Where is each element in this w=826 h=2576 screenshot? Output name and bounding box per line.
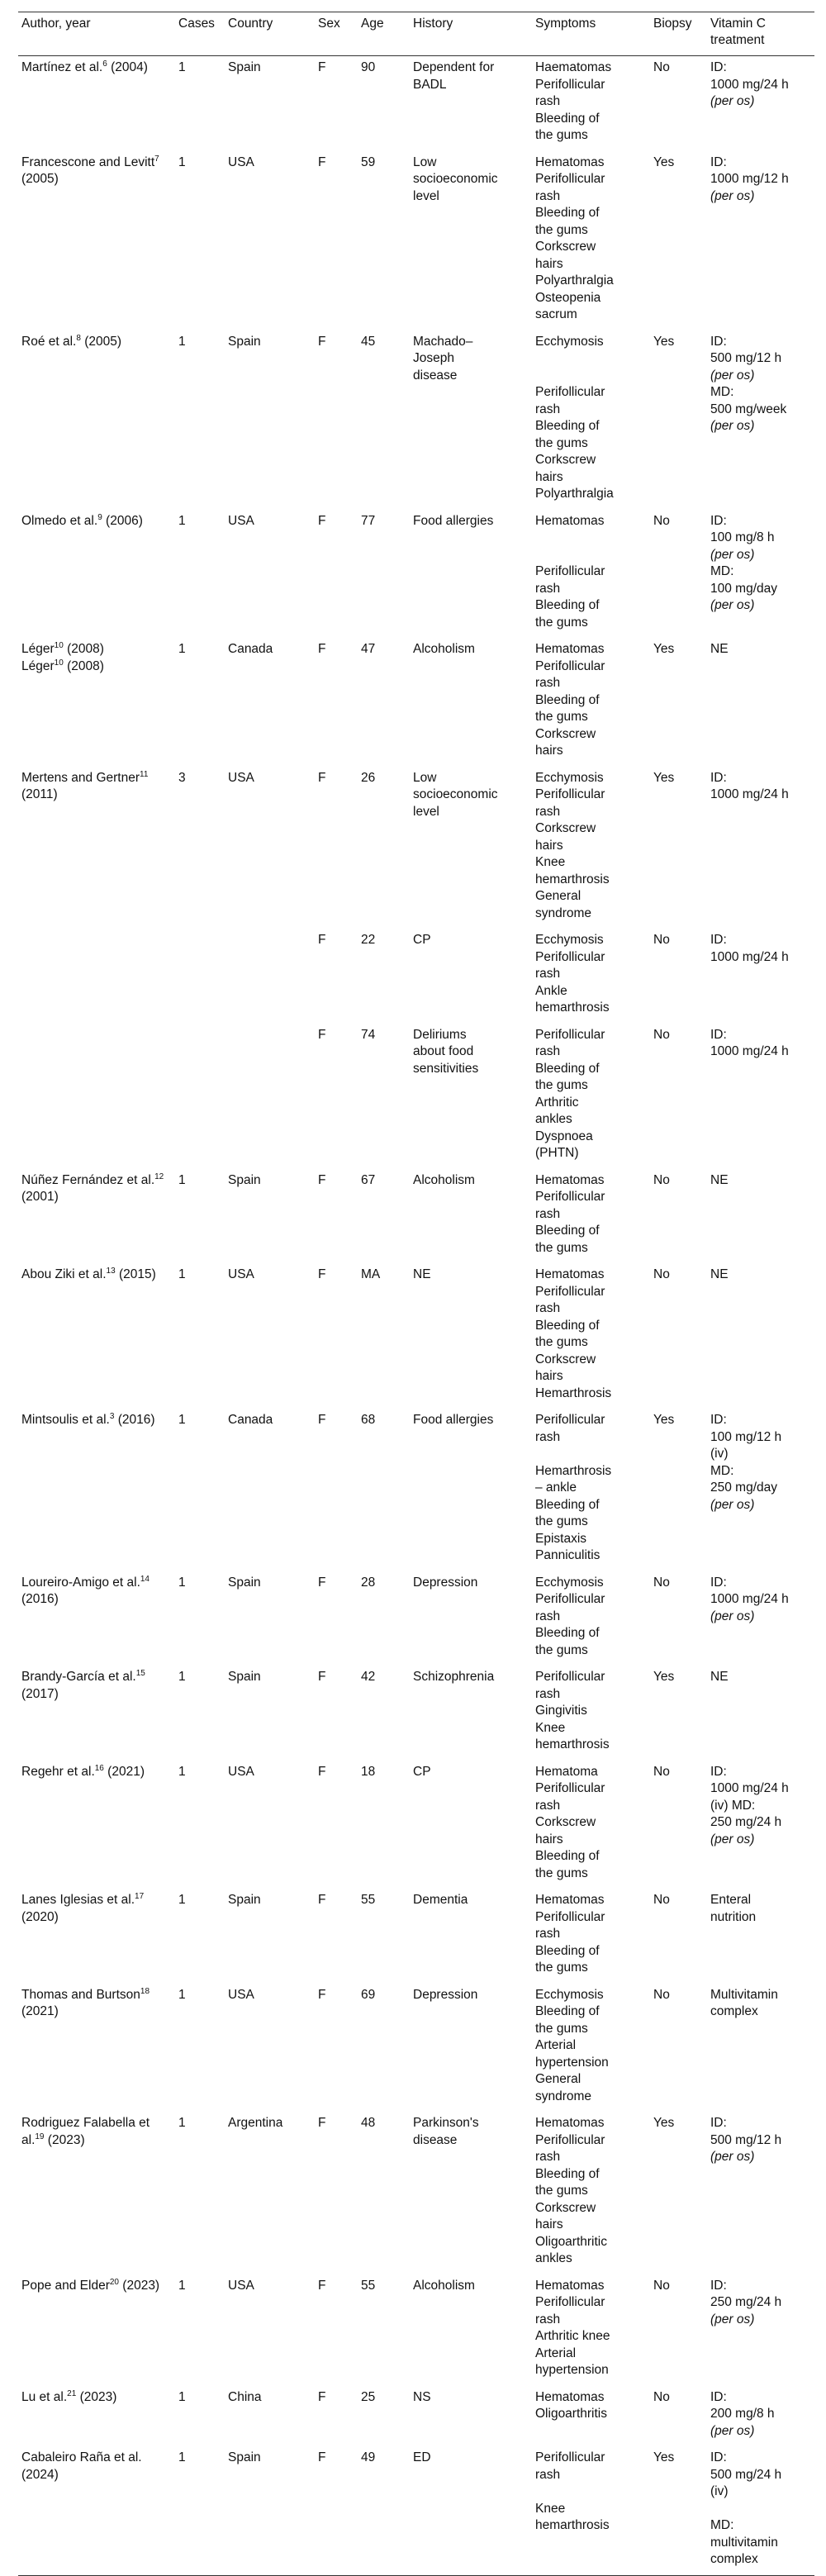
- vitamin-c-cell: ID: 500 mg/24 h (iv) MD: multivitamin complex: [710, 2450, 782, 2566]
- country-cell: USA: [228, 2278, 254, 2293]
- author-cell: Mintsoulis et al.$^3$ (2016): [21, 1411, 155, 1427]
- biopsy-cell: No: [653, 1172, 670, 1187]
- age-cell: 55: [361, 2278, 376, 2293]
- age-cell: 42: [361, 1670, 376, 1684]
- sex-cell: F: [318, 1893, 326, 1907]
- header-biopsy: Biopsy: [653, 17, 692, 31]
- table-row: [18, 1889, 814, 1984]
- cases-cell: 1: [178, 1413, 186, 1427]
- age-cell: 28: [361, 1575, 376, 1590]
- biopsy-cell: No: [653, 2278, 670, 2293]
- country-cell: Argentina: [228, 2116, 283, 2130]
- history-cell: Dementia: [413, 1893, 468, 1907]
- history-cell: Low socioeconomic level: [413, 154, 498, 203]
- table-row: [18, 1024, 814, 1169]
- symptoms-cell: Hematomas Perifollicular rash Bleeding of the gums: [535, 1893, 605, 1975]
- history-cell: Depression: [413, 1575, 478, 1590]
- author-cell: Thomas and Burtson$^{18}$ (2021): [21, 1986, 150, 2018]
- header-author: Author, year: [21, 17, 91, 31]
- biopsy-cell: Yes: [653, 770, 675, 785]
- author-cell: Mertens and Gertner$^{11}$ (2011): [21, 769, 149, 801]
- table-row: [18, 1263, 814, 1409]
- sex-cell: F: [318, 1027, 326, 1042]
- history-cell: Depression: [413, 1987, 478, 2002]
- vitamin-c-cell: NE: [710, 642, 729, 656]
- sex-cell: F: [318, 154, 326, 169]
- age-cell: 74: [361, 1027, 376, 1042]
- country-cell: Spain: [228, 1670, 261, 1684]
- table-row: [18, 929, 814, 1024]
- symptoms-cell: Hematomas Perifollicular rash Bleeding of the gums Corkscrew hairs Oligoarthritic ankles: [535, 2116, 607, 2265]
- author-cell: Roé et al.$^8$ (2005): [21, 333, 122, 349]
- vitamin-c-cell: ID: 200 mg/8 h (per os): [710, 2389, 775, 2438]
- biopsy-cell: No: [653, 513, 670, 528]
- table-row: [18, 1761, 814, 1889]
- cases-cell: 1: [178, 2116, 186, 2130]
- table-row: [18, 1409, 814, 1571]
- cases-cell: 1: [178, 2450, 186, 2464]
- vitamin-c-cell: NE: [710, 1172, 729, 1187]
- biopsy-cell: No: [653, 1987, 670, 2002]
- header-row: [18, 12, 814, 56]
- symptoms-cell: Perifollicular rash Bleeding of the gums Arthritic ankles Dyspnoea (PHTN): [535, 1027, 605, 1160]
- table-row: [18, 1984, 814, 2113]
- country-cell: Spain: [228, 334, 261, 349]
- age-cell: 26: [361, 770, 376, 785]
- sex-cell: F: [318, 1172, 326, 1187]
- country-cell: Spain: [228, 60, 261, 74]
- sex-cell: F: [318, 60, 326, 74]
- sex-cell: F: [318, 1575, 326, 1590]
- age-cell: 77: [361, 513, 376, 528]
- biopsy-cell: No: [653, 1267, 670, 1281]
- vitamin-c-cell: ID: 1000 mg/24 h: [710, 1027, 789, 1058]
- table-row: [18, 151, 814, 330]
- cases-cell: 1: [178, 2278, 186, 2293]
- header-symptoms: Symptoms: [535, 17, 596, 31]
- symptoms-cell: Hematomas Perifollicular rash Bleeding of the gums Corkscrew hairs Polyarthralgia Osteopenia sacrum: [535, 154, 614, 321]
- vitamin-c-cell: ID: 1000 mg/24 h (per os): [710, 1575, 789, 1623]
- sex-cell: F: [318, 513, 326, 528]
- author-cell: Abou Ziki et al.$^{13}$ (2015): [21, 1266, 156, 1281]
- symptoms-cell: Hematomas Perifollicular rash Bleeding of the gums Corkscrew hairs Hemarthrosis: [535, 1267, 612, 1400]
- cases-cell: 1: [178, 154, 186, 169]
- biopsy-cell: No: [653, 60, 670, 74]
- cases-cell: 1: [178, 1670, 186, 1684]
- age-cell: 69: [361, 1987, 376, 2002]
- header-country: Country: [228, 17, 273, 31]
- table-row: [18, 2446, 814, 2575]
- age-cell: MA: [361, 1267, 381, 1281]
- sex-cell: F: [318, 1413, 326, 1427]
- symptoms-cell: Hematomas Perifollicular rash Arthritic knee Arterial hypertension: [535, 2278, 610, 2377]
- vitamin-c-cell: ID: 250 mg/24 h (per os): [710, 2278, 782, 2326]
- age-cell: 49: [361, 2450, 376, 2464]
- author-cell: Léger$^{10}$ (2008) Léger$^{10}$ (2008): [21, 640, 104, 673]
- country-cell: Spain: [228, 2450, 261, 2464]
- symptoms-cell: Perifollicular rash Gingivitis Knee hemarthrosis: [535, 1670, 610, 1751]
- country-cell: USA: [228, 770, 254, 785]
- symptoms-cell: Hematomas Perifollicular rash Bleeding of the gums: [535, 513, 605, 630]
- table-row: [18, 510, 814, 639]
- biopsy-cell: No: [653, 1027, 670, 1042]
- biopsy-cell: Yes: [653, 1670, 675, 1684]
- history-cell: CP: [413, 1764, 431, 1779]
- history-cell: Food allergies: [413, 1413, 494, 1427]
- biopsy-cell: No: [653, 1764, 670, 1779]
- history-cell: Alcoholism: [413, 642, 475, 656]
- history-cell: Alcoholism: [413, 2278, 475, 2293]
- author-cell: [18, 1024, 175, 1169]
- age-cell: 47: [361, 642, 376, 656]
- sex-cell: F: [318, 1764, 326, 1779]
- author-cell: Olmedo et al.$^9$ (2006): [21, 512, 143, 528]
- sex-cell: F: [318, 2450, 326, 2464]
- vitamin-c-cell: ID: 500 mg/12 h (per os) MD: 500 mg/week (per os): [710, 334, 787, 433]
- country-cell: China: [228, 2389, 262, 2404]
- author-cell: [18, 929, 175, 1024]
- country-cell: USA: [228, 1764, 254, 1779]
- history-cell: Parkinson's disease: [413, 2116, 479, 2147]
- cases-cell: 1: [178, 642, 186, 656]
- table-row: [18, 767, 814, 929]
- author-cell: Lu et al.$^{21}$ (2023): [21, 2388, 117, 2404]
- sex-cell: F: [318, 1987, 326, 2002]
- cases-cell: 1: [178, 1172, 186, 1187]
- sex-cell: F: [318, 2278, 326, 2293]
- table-body: [18, 56, 814, 2576]
- table-row: [18, 638, 814, 767]
- cases-cell: 1: [178, 1893, 186, 1907]
- biopsy-cell: Yes: [653, 2450, 675, 2464]
- biopsy-cell: No: [653, 2389, 670, 2404]
- table-row: [18, 1666, 814, 1761]
- sex-cell: F: [318, 933, 326, 947]
- biopsy-cell: Yes: [653, 1413, 675, 1427]
- country-cell: Spain: [228, 1172, 261, 1187]
- country-cell: USA: [228, 1987, 254, 2002]
- table-row: [18, 330, 814, 510]
- vitamin-c-cell: Enteral nutrition: [710, 1893, 757, 1924]
- vitamin-c-cell: NE: [710, 1267, 729, 1281]
- vitamin-c-cell: Multivitamin complex: [710, 1987, 778, 2018]
- symptoms-cell: Ecchymosis Perifollicular rash Bleeding of the gums Corkscrew hairs Polyarthralgia: [535, 334, 614, 501]
- cases-cell: 1: [178, 1987, 186, 2002]
- author-cell: Lanes Iglesias et al.$^{17}$ (2020): [21, 1891, 145, 1924]
- history-cell: Dependent for BADL: [413, 60, 495, 92]
- table-container: [18, 12, 814, 2576]
- history-cell: Food allergies: [413, 513, 494, 528]
- age-cell: 59: [361, 154, 376, 169]
- vitamin-c-cell: ID: 100 mg/8 h (per os) MD: 100 mg/day (per os): [710, 513, 777, 612]
- biopsy-cell: Yes: [653, 154, 675, 169]
- vitamin-c-cell: ID: 500 mg/12 h (per os): [710, 2116, 782, 2164]
- symptoms-cell: Hematomas Perifollicular rash Bleeding of the gums: [535, 1172, 605, 1255]
- author-cell: Pope and Elder$^{20}$ (2023): [21, 2277, 160, 2293]
- history-cell: ED: [413, 2450, 431, 2464]
- symptoms-cell: Ecchymosis Bleeding of the gums Arterial hypertension General syndrome: [535, 1987, 609, 2103]
- cases-cell: 1: [178, 60, 186, 74]
- header-sex: Sex: [318, 17, 340, 31]
- cases-cell: 1: [178, 2389, 186, 2404]
- biopsy-cell: Yes: [653, 2116, 675, 2130]
- biopsy-cell: No: [653, 1893, 670, 1907]
- country-cell: Canada: [228, 1413, 273, 1427]
- history-cell: Machado– Joseph disease: [413, 334, 473, 383]
- cases-cell: 1: [178, 334, 186, 349]
- author-cell: Loureiro-Amigo et al.$^{14}$ (2016): [21, 1574, 150, 1606]
- table-row: [18, 1169, 814, 1264]
- table-row: [18, 2112, 814, 2274]
- age-cell: 25: [361, 2389, 376, 2404]
- history-cell: CP: [413, 933, 431, 947]
- cases-cell: 1: [178, 1575, 186, 1590]
- age-cell: 22: [361, 933, 376, 947]
- biopsy-cell: Yes: [653, 642, 675, 656]
- symptoms-cell: Perifollicular rash Knee hemarthrosis: [535, 2450, 610, 2532]
- table-row: [18, 1571, 814, 1666]
- header-cases: Cases: [178, 17, 215, 31]
- age-cell: 55: [361, 1893, 376, 1907]
- sex-cell: F: [318, 1267, 326, 1281]
- table-row: [18, 2386, 814, 2447]
- vitamin-c-cell: ID: 100 mg/12 h (iv) MD: 250 mg/day (per os): [710, 1413, 782, 1512]
- age-cell: 68: [361, 1413, 376, 1427]
- symptoms-cell: Hematomas Oligoarthritis: [535, 2389, 607, 2421]
- sex-cell: F: [318, 1670, 326, 1684]
- country-cell: Spain: [228, 1575, 261, 1590]
- sex-cell: F: [318, 2389, 326, 2404]
- author-cell: Francescone and Levitt$^7$ (2005): [21, 154, 159, 186]
- history-cell: NS: [413, 2389, 431, 2404]
- table-row: [18, 56, 814, 151]
- age-cell: 67: [361, 1172, 376, 1187]
- biopsy-cell: No: [653, 933, 670, 947]
- history-cell: Low socioeconomic level: [413, 770, 498, 819]
- cases-cell: [175, 1024, 225, 1169]
- country-cell: USA: [228, 154, 254, 169]
- table-row: [18, 2274, 814, 2386]
- symptoms-cell: Hematoma Perifollicular rash Corkscrew hairs Bleeding of the gums: [535, 1764, 605, 1880]
- country-cell: [225, 929, 315, 1024]
- symptoms-cell: Ecchymosis Perifollicular rash Bleeding of the gums: [535, 1575, 605, 1657]
- age-cell: 18: [361, 1764, 376, 1779]
- symptoms-cell: Hematomas Perifollicular rash Bleeding of the gums Corkscrew hairs: [535, 642, 605, 758]
- header-history: History: [413, 17, 453, 31]
- cases-cell: 1: [178, 513, 186, 528]
- biopsy-cell: Yes: [653, 334, 675, 349]
- age-cell: 48: [361, 2116, 376, 2130]
- country-cell: Canada: [228, 642, 273, 656]
- case-reports-table: [18, 12, 814, 2576]
- sex-cell: F: [318, 770, 326, 785]
- cases-cell: 1: [178, 1267, 186, 1281]
- author-cell: Núñez Fernández et al.$^{12}$ (2001): [21, 1172, 164, 1204]
- author-cell: Brandy-García et al.$^{15}$ (2017): [21, 1668, 145, 1701]
- sex-cell: F: [318, 2116, 326, 2130]
- author-cell: Rodriguez Falabella et al.$^{19}$ (2023): [21, 2116, 150, 2147]
- country-cell: USA: [228, 513, 254, 528]
- country-cell: [225, 1024, 315, 1169]
- symptoms-cell: Haematomas Perifollicular rash Bleeding of the gums: [535, 60, 612, 142]
- vitamin-c-cell: ID: 1000 mg/24 h: [710, 933, 789, 964]
- country-cell: Spain: [228, 1893, 261, 1907]
- author-cell: Cabaleiro Raña et al. (2024): [21, 2450, 142, 2482]
- vitamin-c-cell: NE: [710, 1670, 729, 1684]
- history-cell: NE: [413, 1267, 431, 1281]
- cases-cell: 3: [178, 770, 186, 785]
- age-cell: 90: [361, 60, 376, 74]
- header-vitamin-c: Vitamin C treatment: [710, 17, 766, 47]
- history-cell: Deliriums about food sensitivities: [413, 1027, 479, 1076]
- sex-cell: F: [318, 642, 326, 656]
- age-cell: 45: [361, 334, 376, 349]
- sex-cell: F: [318, 334, 326, 349]
- header-age: Age: [361, 17, 384, 31]
- symptoms-cell: Perifollicular rash Hemarthrosis – ankle Bleeding of the gums Epistaxis Panniculitis: [535, 1413, 612, 1562]
- author-cell: Martínez et al.$^6$ (2004): [21, 59, 148, 74]
- country-cell: USA: [228, 1267, 254, 1281]
- cases-cell: [175, 929, 225, 1024]
- vitamin-c-cell: ID: 1000 mg/24 h: [710, 770, 789, 801]
- cases-cell: 1: [178, 1764, 186, 1779]
- author-cell: Regehr et al.$^{16}$ (2021): [21, 1763, 145, 1779]
- biopsy-cell: No: [653, 1575, 670, 1590]
- history-cell: Alcoholism: [413, 1172, 475, 1187]
- vitamin-c-cell: ID: 1000 mg/12 h (per os): [710, 154, 789, 203]
- vitamin-c-cell: ID: 1000 mg/24 h (per os): [710, 60, 789, 108]
- symptoms-cell: Ecchymosis Perifollicular rash Corkscrew hairs Knee hemarthrosis General syndrome: [535, 770, 610, 920]
- vitamin-c-cell: ID: 1000 mg/24 h (iv) MD: 250 mg/24 h (per os): [710, 1764, 789, 1846]
- symptoms-cell: Ecchymosis Perifollicular rash Ankle hemarthrosis: [535, 933, 610, 1015]
- history-cell: Schizophrenia: [413, 1670, 495, 1684]
